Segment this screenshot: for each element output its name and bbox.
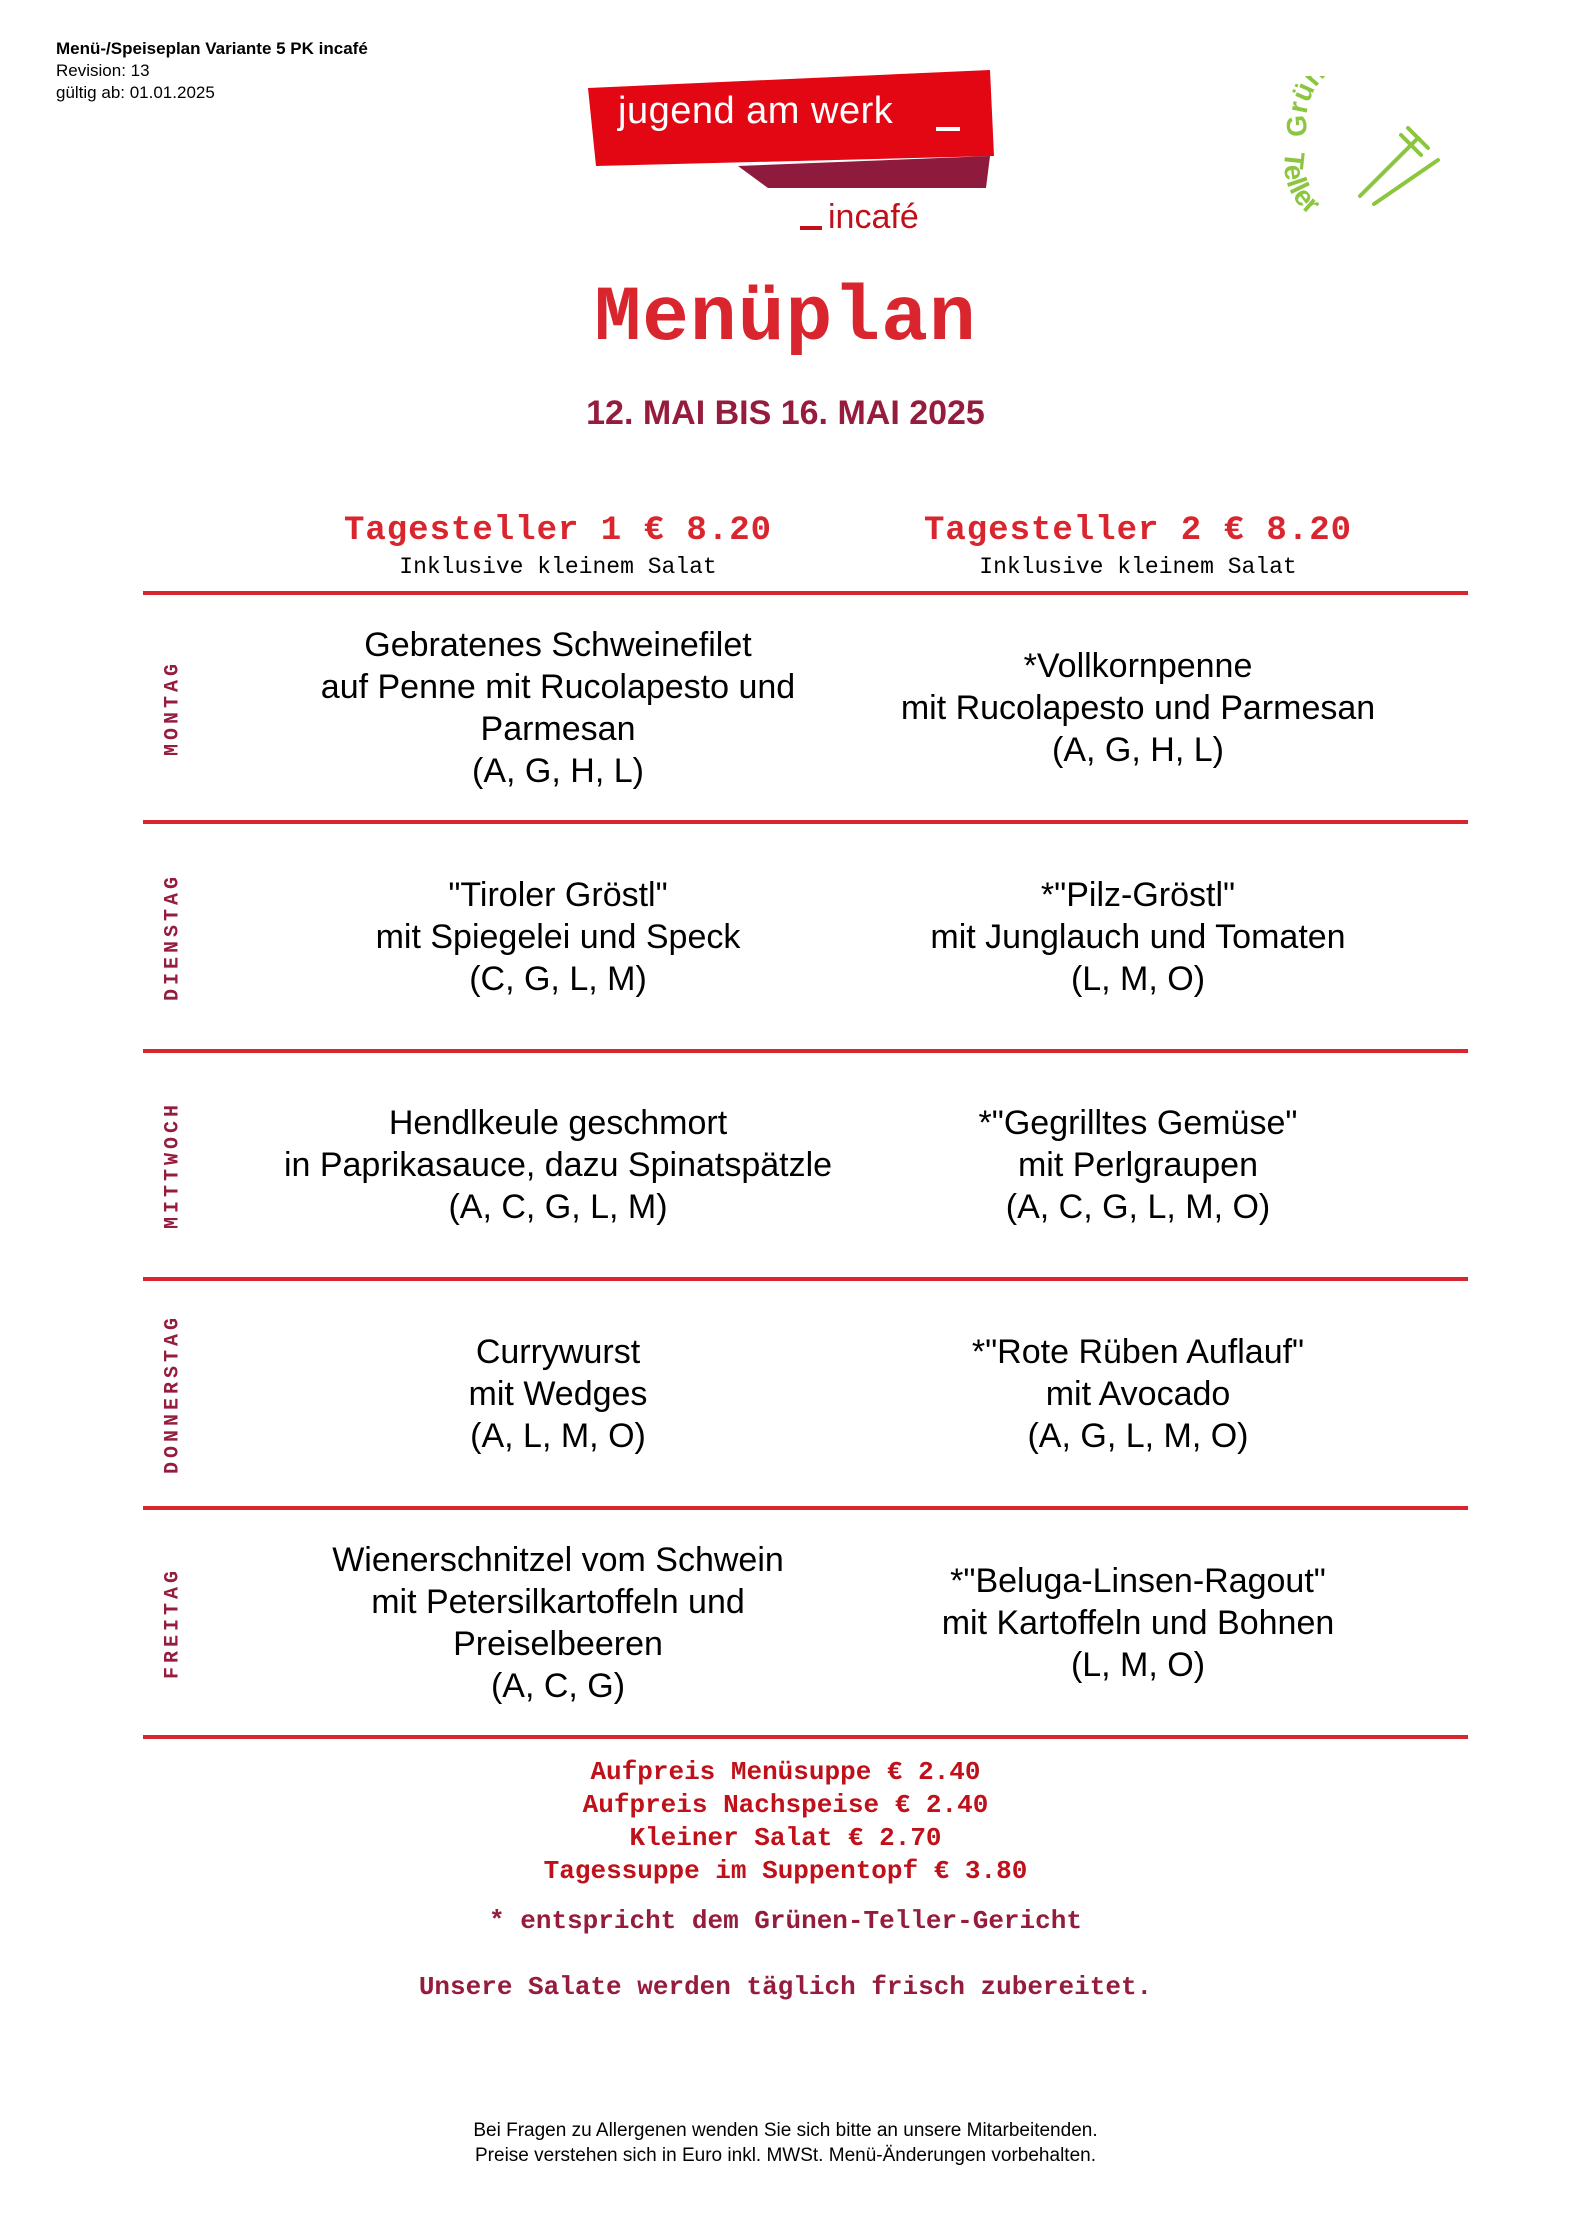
dish-line: Preiselbeeren — [453, 1624, 663, 1663]
day-label — [143, 595, 203, 820]
logo-underscore — [936, 127, 960, 131]
dish-tagesteller-1 — [268, 1510, 848, 1735]
dish-tagesteller-1 — [268, 595, 848, 820]
dish-line: mit Petersilkartoffeln und — [371, 1582, 745, 1621]
page-title: Menüplan — [594, 275, 977, 363]
dish-line: mit Wedges — [468, 1374, 648, 1413]
surcharge-item: Kleiner Salat € 2.70 — [629, 1823, 942, 1853]
dish-allergens: (L, M, O) — [1070, 959, 1206, 998]
dish-allergens: (A, C, G, L, M) — [448, 1188, 668, 1226]
svg-text:Teller — [1278, 150, 1326, 220]
dish-line: mit Avocado — [1045, 1374, 1231, 1413]
badge-word-2: Teller — [1278, 150, 1327, 221]
green-plate-note: * entspricht dem Grünen-Teller-Gericht — [489, 1906, 1082, 1936]
dish-allergens: (A, G, H, L) — [472, 751, 644, 790]
revision: Revision: 13 — [56, 61, 150, 80]
day-name: MITTWOCH — [161, 1100, 185, 1230]
valid-from: gültig ab: 01.01.2025 — [56, 83, 215, 102]
incafe-text: incafé — [828, 198, 919, 236]
dish-allergens: (C, G, L, M) — [469, 959, 647, 998]
footer-line: Bei Fragen zu Allergenen wenden Sie sich bitte an unsere Mitarbeitenden. — [473, 2120, 1098, 2141]
dish-tagesteller-2 — [848, 595, 1428, 820]
dish-tagesteller-1 — [268, 1053, 848, 1277]
day-name: MONTAG — [161, 659, 185, 756]
column-header-1 — [268, 512, 848, 580]
dish-line: *"Rote Rüben Auflauf" — [971, 1332, 1305, 1371]
dish-line: *"Beluga-Linsen-Ragout" — [950, 1561, 1326, 1600]
dish-allergens: (A, C, G) — [490, 1666, 626, 1705]
column-price-1: Tagesteller 1 € 8.20 — [343, 512, 773, 550]
column-header-2 — [848, 512, 1428, 580]
dish-line: Wienerschnitzel vom Schwein — [332, 1540, 784, 1579]
gruener-teller-badge — [1278, 76, 1454, 236]
dish-line: in Paprikasauce, dazu Spinatspätzle — [283, 1146, 833, 1184]
logo-brand-text: jugend am werk — [618, 90, 894, 132]
gruener-teller-icon — [1278, 76, 1454, 236]
dish-line: Parmesan — [480, 709, 636, 748]
day-name: DIENSTAG — [161, 872, 185, 1001]
footer — [0, 2118, 1571, 2168]
column-sub-1: Inklusive kleinem Salat — [399, 554, 717, 580]
day-row-dienstag — [143, 824, 1468, 1049]
incafe-logo — [800, 198, 919, 237]
dish-tagesteller-2 — [848, 1053, 1428, 1277]
column-price-2: Tagesteller 2 € 8.20 — [923, 512, 1353, 550]
day-row-mittwoch — [143, 1053, 1468, 1277]
svg-text:Grüner — [1281, 76, 1352, 138]
dish-allergens: (A, G, H, L) — [1052, 730, 1224, 769]
dish-allergens: (A, G, L, M, O) — [1027, 1416, 1249, 1455]
dish-allergens: (L, M, O) — [1070, 1645, 1206, 1684]
dish-line: "Tiroler Gröstl" — [448, 875, 668, 914]
dish-line: Gebratenes Schweinefilet — [364, 625, 752, 664]
day-label — [143, 1510, 203, 1735]
dish-tagesteller-1 — [268, 1281, 848, 1506]
day-label — [143, 1053, 203, 1277]
document-meta — [56, 38, 368, 104]
jugend-am-werk-logo — [588, 70, 994, 190]
dish-line: mit Spiegelei und Speck — [375, 917, 741, 956]
dish-line: mit Junglauch und Tomaten — [930, 917, 1346, 956]
dish-line: mit Kartoffeln und Bohnen — [941, 1603, 1335, 1642]
surcharge-item: Tagessuppe im Suppentopf € 3.80 — [543, 1856, 1028, 1886]
dish-allergens: (A, L, M, O) — [470, 1416, 646, 1455]
footer-line: Preise verstehen sich in Euro inkl. MWSt. Menü-Änderungen vorbehalten. — [475, 2145, 1096, 2166]
dish-tagesteller-2 — [848, 1510, 1428, 1735]
dish-line: mit Perlgraupen — [1017, 1146, 1258, 1184]
dish-line: *Vollkornpenne — [1023, 646, 1253, 685]
incafe-dash-icon — [800, 226, 822, 230]
dish-line: auf Penne mit Rucolapesto und — [320, 667, 796, 706]
day-label — [143, 1281, 203, 1506]
dish-line: Currywurst — [475, 1332, 641, 1371]
dish-tagesteller-1 — [268, 824, 848, 1049]
date-range: 12. MAI BIS 16. MAI 2025 — [586, 394, 985, 432]
dish-line: *"Pilz-Gröstl" — [1040, 875, 1236, 914]
divider — [143, 1735, 1468, 1739]
document-title: Menü-/Speiseplan Variante 5 PK incafé — [56, 39, 368, 58]
salad-note: Unsere Salate werden täglich frisch zubereitet. — [418, 1972, 1153, 2002]
dish-line: *"Gegrilltes Gemüse" — [978, 1104, 1298, 1142]
column-sub-2: Inklusive kleinem Salat — [979, 554, 1297, 580]
day-label — [143, 824, 203, 1049]
day-name: DONNERSTAG — [161, 1313, 185, 1474]
dish-tagesteller-2 — [848, 824, 1428, 1049]
day-row-freitag — [143, 1510, 1468, 1735]
dish-line: Hendlkeule geschmort — [388, 1104, 728, 1142]
badge-word-1: Grü — [1280, 77, 1321, 138]
surcharge-item: Aufpreis Nachspeise € 2.40 — [582, 1790, 989, 1820]
surcharge-item: Aufpreis Menüsuppe € 2.40 — [590, 1757, 981, 1787]
day-row-donnerstag — [143, 1281, 1468, 1506]
dish-line: mit Rucolapesto und Parmesan — [900, 688, 1376, 727]
surcharge-list — [0, 1756, 1571, 1888]
dish-tagesteller-2 — [848, 1281, 1428, 1506]
day-row-montag — [143, 595, 1468, 820]
day-name: FREITAG — [161, 1566, 185, 1679]
dish-allergens: (A, C, G, L, M, O) — [1005, 1188, 1271, 1226]
